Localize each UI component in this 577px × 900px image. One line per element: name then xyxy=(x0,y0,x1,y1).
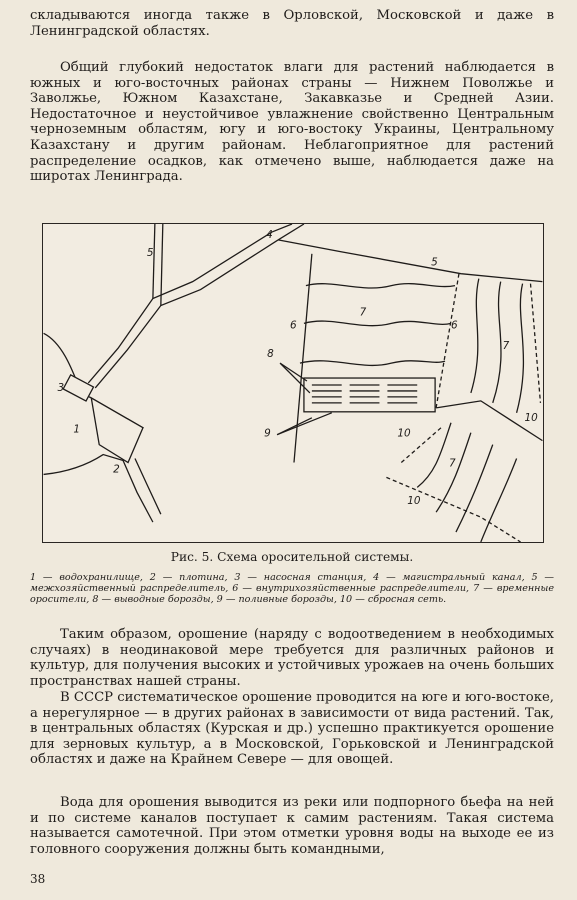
irrigation-scheme-figure xyxy=(42,223,544,543)
label-10-right: 10 xyxy=(524,411,538,424)
lower-irrigator-a xyxy=(417,423,451,488)
canal-branch-top-b xyxy=(278,224,304,240)
main-canal-line-b xyxy=(95,240,278,388)
figure-labels xyxy=(57,229,538,507)
label-7-lower: 7 xyxy=(449,457,456,470)
paragraph-text: Таким образом, орошение (наряду с водоотведением в необходимых случаях) в неодинаковой мере требуется для различных районов и культур, для получения высоких и устойчивых урожаев на очень больших пространствах нашей страны. xyxy=(30,627,554,689)
label-6-right: 6 xyxy=(451,319,458,332)
paragraph-continuation: складываются иногда также в Орловской, Московской и даже в Ленинградской областях. xyxy=(30,8,554,39)
figure-legend: 1 — водохранилище, 2 — плотина, 3 — насосная станция, 4 — магистральный канал, 5 — межхозяйственный распределитель, 6 — внутрихозяйственные распределители, 7 — временные оросители, 8 — выводные борозды, 9 — поливные борозды, 10 — сбросная сеть. xyxy=(30,572,554,606)
main-canal-line-a xyxy=(88,232,272,383)
label-7-right: 7 xyxy=(502,340,510,353)
irrigation-scheme-drawing xyxy=(43,224,543,542)
label-8: 8 xyxy=(267,348,274,361)
drainage-10-b xyxy=(386,477,520,542)
label-7-center: 7 xyxy=(359,306,367,319)
leader-9-b xyxy=(277,413,332,435)
right-irrigator-c xyxy=(517,284,524,413)
paragraph-text: Общий глубокий недостаток влаги для растений наблюдается в южных и юго-восточных районах страны — Нижнем Поволжье и Заволжье, Южном Казахстане, Закавказье и Средней Азии. Недостаточное и неустойчивое увлажнение свойственно Центральным черноземным областям, югу и юго-востоку Украины, Центральному Казахстану и другим районам. Неблагоприятное для растений распределение осадков, как отмечено выше, наблюдается даже на широтах Ленинграда. xyxy=(30,60,554,185)
temp-irrigator-7-b xyxy=(304,321,451,326)
paragraph-text: Вода для орошения выводится из реки или подпорного бьефа на ней и по системе каналов поступает к самим растениям. Такая система называется самотечной. При этом отметки уровня воды на выходе ее из головного сооружения должны быть командными, xyxy=(30,795,554,857)
distributor-6-right xyxy=(436,274,459,408)
river-outflow-line-a xyxy=(123,461,153,523)
distributor-5-left-b xyxy=(161,224,163,305)
figure-caption: Рис. 5. Схема оросительной системы. xyxy=(170,550,414,564)
paragraph-moisture-deficit xyxy=(30,60,554,185)
lower-irrigator-d xyxy=(481,459,517,542)
label-10-lower: 10 xyxy=(407,495,421,508)
label-3: 3 xyxy=(57,381,65,394)
temp-irrigator-7-a xyxy=(306,284,455,288)
furrow-field xyxy=(304,378,435,412)
label-4: 4 xyxy=(266,228,273,241)
paragraph-irrigation-need xyxy=(30,627,554,689)
river-outflow-line-b xyxy=(135,459,161,515)
label-1: 1 xyxy=(73,423,81,436)
right-irrigator-a xyxy=(471,279,479,393)
drainage-10-c xyxy=(531,284,541,403)
distributor-5-right xyxy=(278,240,542,282)
label-2: 2 xyxy=(113,463,120,476)
dam-shape xyxy=(91,398,143,463)
canal-branch-top-a xyxy=(272,224,292,232)
right-irrigator-b xyxy=(493,282,501,403)
label-9: 9 xyxy=(264,427,271,440)
label-5-left: 5 xyxy=(146,246,154,259)
lower-irrigator-c xyxy=(456,445,493,532)
furrow-lines xyxy=(312,385,417,403)
label-5-right: 5 xyxy=(431,256,438,269)
distributor-5-left-a xyxy=(153,224,155,299)
paragraph-text: В СССР систематическое орошение проводится на юге и юго-востоке, а нерегулярное — в других районах в зависимости от вида растений. Так, в центральных областях (Курская и др.) успешно практикуется орошение для зерновых культур, а в Московской, Горьковской и Ленинградской областях и даже на Крайнем Севере — для овощей. xyxy=(30,690,554,768)
label-6-left: 6 xyxy=(290,319,297,332)
paragraph-ussr-irrigation xyxy=(30,690,554,768)
page-number: 38 xyxy=(30,872,46,886)
temp-irrigator-7-c xyxy=(300,361,445,366)
paragraph-water-supply xyxy=(30,795,554,857)
label-10-center: 10 xyxy=(397,427,411,440)
